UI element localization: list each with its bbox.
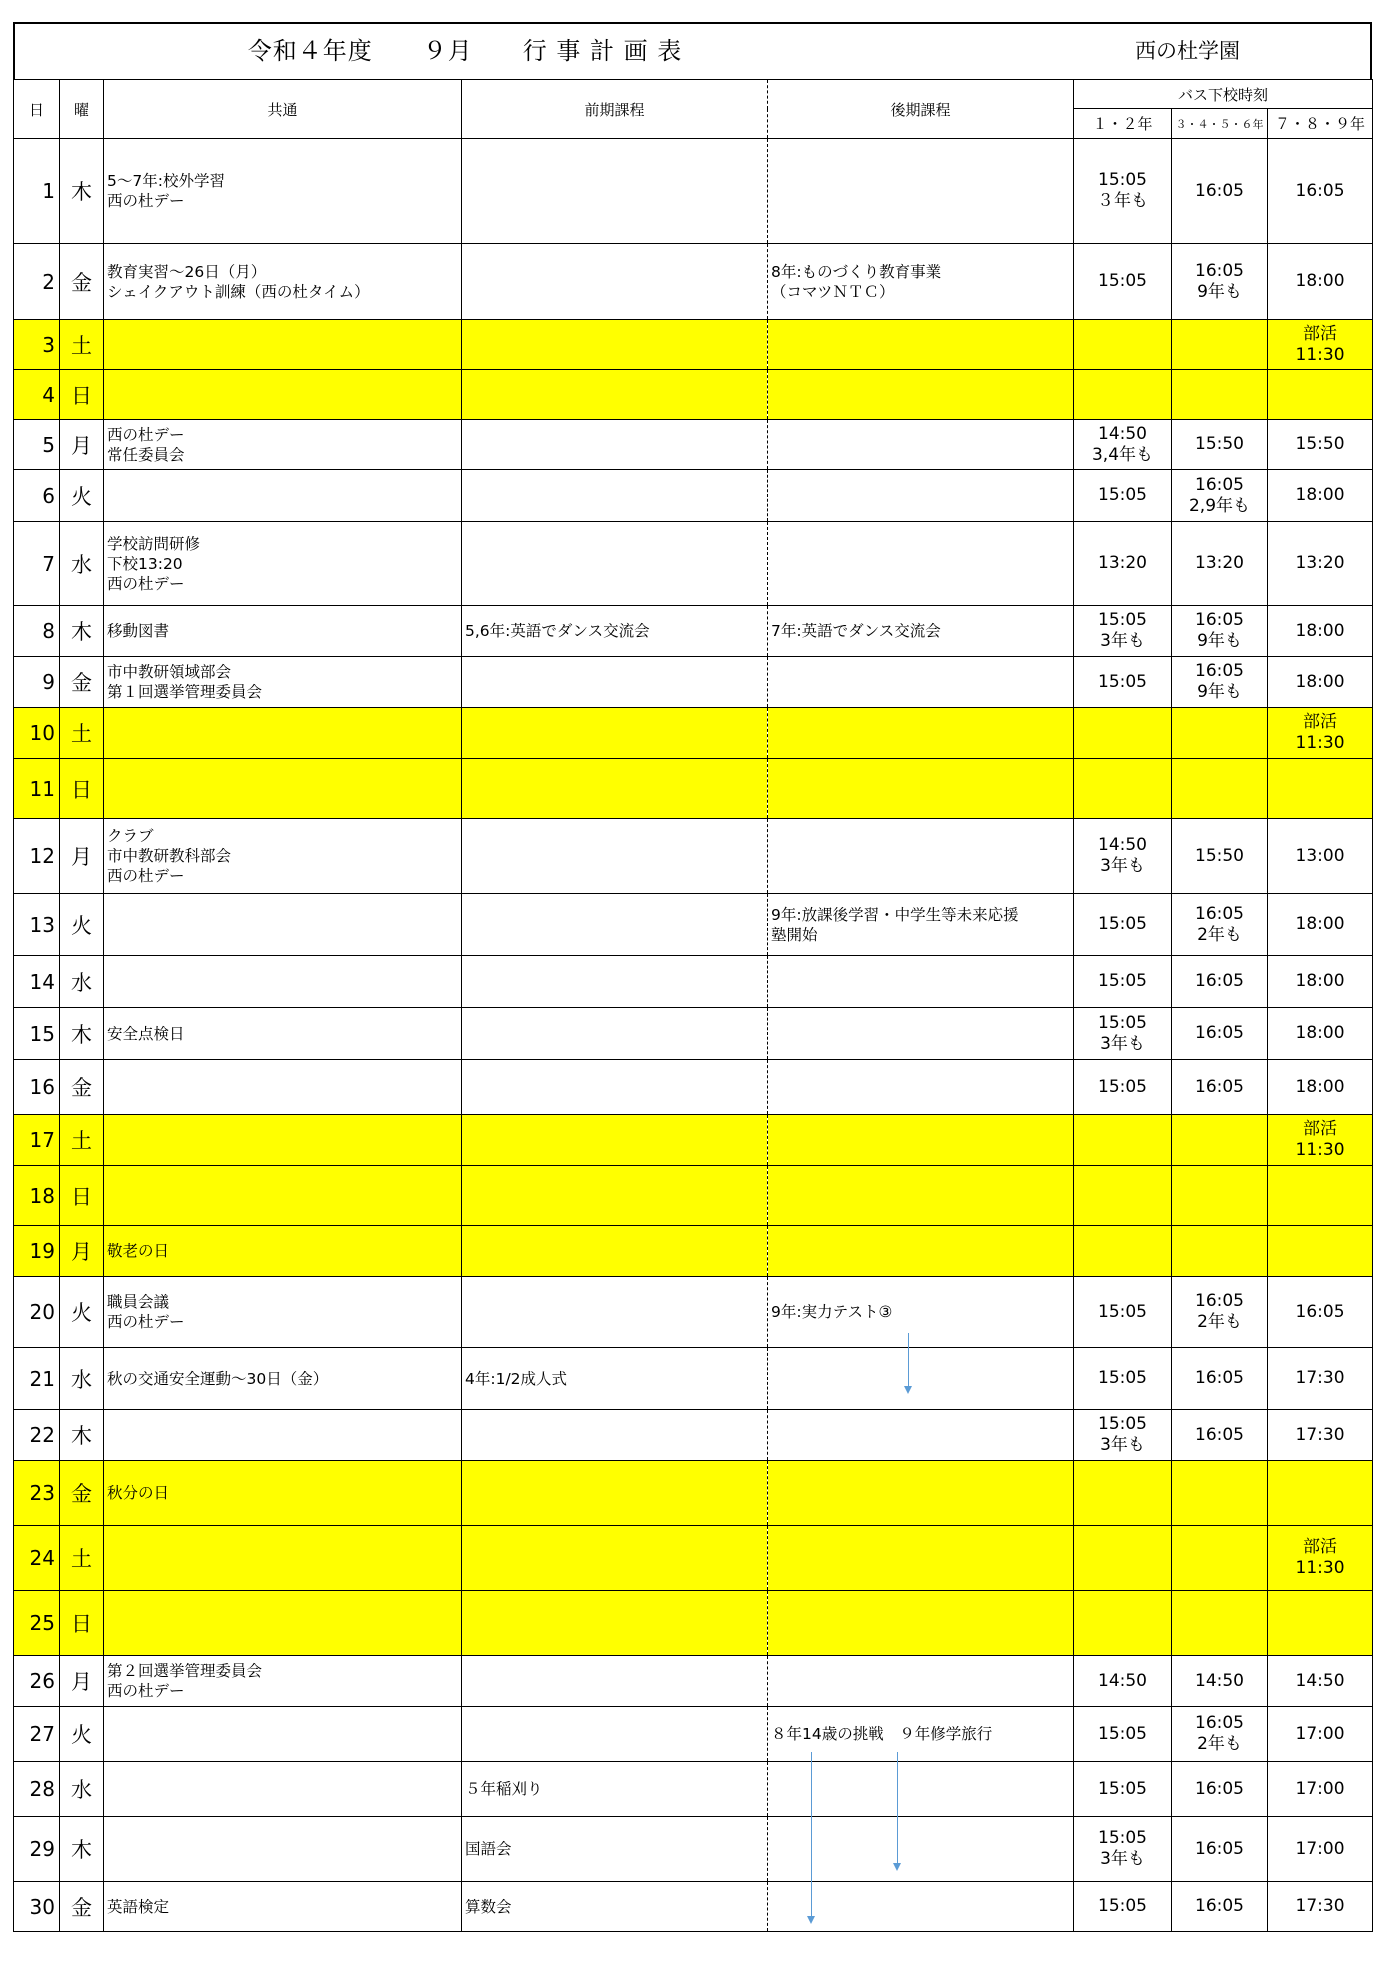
common-cell (104, 370, 462, 420)
arrow-exam (908, 1333, 909, 1386)
day-cell: 16 (14, 1060, 60, 1115)
bus-g789-cell: 部活 11:30 (1268, 1115, 1373, 1166)
common-cell: 第２回選挙管理委員会 西の杜デー (104, 1656, 462, 1707)
day-cell: 6 (14, 470, 60, 522)
late-cell (768, 1656, 1074, 1707)
day-cell: 11 (14, 759, 60, 819)
early-cell (462, 894, 768, 956)
bus-g789-cell: 13:20 (1268, 522, 1373, 606)
dow-cell: 金 (60, 1060, 104, 1115)
common-cell (104, 894, 462, 956)
bus-g789-cell: 部活 11:30 (1268, 320, 1373, 370)
bus-g789-cell (1268, 1166, 1373, 1226)
col-bus-g12: １・２年 (1074, 109, 1172, 139)
late-cell (768, 1461, 1074, 1526)
bus-g789-cell: 部活 11:30 (1268, 1526, 1373, 1591)
dow-cell: 木 (60, 1410, 104, 1461)
dow-cell: 水 (60, 1348, 104, 1410)
bus-g3456-cell: 16:05 (1172, 1008, 1268, 1060)
col-bus: バス下校時刻 (1074, 80, 1373, 109)
common-cell: 秋の交通安全運動～30日（金） (104, 1348, 462, 1410)
late-cell (768, 320, 1074, 370)
table-row (14, 470, 1373, 522)
dow-cell: 日 (60, 1166, 104, 1226)
day-cell: 2 (14, 244, 60, 320)
arrow-challenge (811, 1752, 812, 1916)
bus-g789-cell: 17:30 (1268, 1882, 1373, 1932)
common-cell: 敬老の日 (104, 1226, 462, 1277)
bus-g3456-cell: 16:05 (1172, 139, 1268, 244)
bus-g3456-cell (1172, 320, 1268, 370)
bus-g3456-cell (1172, 759, 1268, 819)
bus-g12-cell: 14:50 3,4年も (1074, 420, 1172, 470)
early-cell (462, 1166, 768, 1226)
title-bar (13, 22, 1372, 79)
dow-cell: 月 (60, 1226, 104, 1277)
bus-g12-cell: 15:05 (1074, 244, 1172, 320)
bus-g3456-cell (1172, 1526, 1268, 1591)
col-late: 後期課程 (768, 80, 1074, 139)
day-cell: 14 (14, 956, 60, 1008)
early-cell (462, 522, 768, 606)
bus-g12-cell: 15:05 (1074, 1882, 1172, 1932)
table-row (14, 1060, 1373, 1115)
table-row (14, 244, 1373, 320)
dow-cell: 土 (60, 320, 104, 370)
common-cell: 職員会議 西の杜デー (104, 1277, 462, 1348)
day-cell: 20 (14, 1277, 60, 1348)
day-cell: 22 (14, 1410, 60, 1461)
bus-g789-cell: 16:05 (1268, 1277, 1373, 1348)
common-cell (104, 470, 462, 522)
dow-cell: 月 (60, 819, 104, 894)
dow-cell: 金 (60, 1461, 104, 1526)
common-cell (104, 1410, 462, 1461)
bus-g3456-cell: 16:05 9年も (1172, 657, 1268, 708)
early-cell (462, 1591, 768, 1656)
bus-g12-cell (1074, 1591, 1172, 1656)
early-cell: 5,6年:英語でダンス交流会 (462, 606, 768, 657)
late-cell (768, 139, 1074, 244)
bus-g3456-cell: 14:50 (1172, 1656, 1268, 1707)
bus-g789-cell: 14:50 (1268, 1656, 1373, 1707)
common-cell (104, 1166, 462, 1226)
schedule-table (13, 79, 1373, 1932)
bus-g3456-cell: 16:05 (1172, 1882, 1268, 1932)
bus-g789-cell: 18:00 (1268, 244, 1373, 320)
late-cell (768, 759, 1074, 819)
early-cell: 算数会 (462, 1882, 768, 1932)
late-cell (768, 819, 1074, 894)
dow-cell: 水 (60, 522, 104, 606)
common-cell: 5～7年:校外学習 西の杜デー (104, 139, 462, 244)
common-cell (104, 759, 462, 819)
dow-cell: 火 (60, 1707, 104, 1762)
col-day: 日 (14, 80, 60, 139)
table-row (14, 1656, 1373, 1707)
table-row (14, 1348, 1373, 1410)
early-cell: ５年稲刈り (462, 1762, 768, 1817)
bus-g789-cell: 13:00 (1268, 819, 1373, 894)
day-cell: 15 (14, 1008, 60, 1060)
table-row (14, 420, 1373, 470)
bus-g3456-cell (1172, 1461, 1268, 1526)
bus-g12-cell (1074, 1115, 1172, 1166)
early-cell (462, 139, 768, 244)
bus-g12-cell: 15:05 3年も (1074, 1008, 1172, 1060)
early-cell (462, 708, 768, 759)
bus-g12-cell: 15:05 (1074, 1707, 1172, 1762)
dow-cell: 土 (60, 1115, 104, 1166)
bus-g789-cell (1268, 370, 1373, 420)
table-row (14, 819, 1373, 894)
early-cell (462, 1060, 768, 1115)
bus-g789-cell (1268, 759, 1373, 819)
col-bus-g3456: ３・４・５・６年 (1172, 109, 1268, 139)
early-cell (462, 1008, 768, 1060)
school-name: 西の杜学園 (1135, 39, 1240, 63)
table-row (14, 1410, 1373, 1461)
early-cell (462, 320, 768, 370)
common-cell (104, 1526, 462, 1591)
late-cell (768, 1060, 1074, 1115)
dow-cell: 土 (60, 1526, 104, 1591)
table-row (14, 708, 1373, 759)
day-cell: 17 (14, 1115, 60, 1166)
bus-g789-cell (1268, 1591, 1373, 1656)
bus-g789-cell: 17:00 (1268, 1762, 1373, 1817)
late-cell (768, 370, 1074, 420)
bus-g789-cell: 17:30 (1268, 1410, 1373, 1461)
bus-g3456-cell: 16:05 9年も (1172, 606, 1268, 657)
dow-cell: 日 (60, 370, 104, 420)
dow-cell: 日 (60, 759, 104, 819)
day-cell: 30 (14, 1882, 60, 1932)
day-cell: 5 (14, 420, 60, 470)
table-row (14, 1762, 1373, 1817)
late-cell (768, 1166, 1074, 1226)
early-cell (462, 1707, 768, 1762)
day-cell: 9 (14, 657, 60, 708)
table-row (14, 1707, 1373, 1762)
late-cell (768, 1226, 1074, 1277)
bus-g3456-cell: 16:05 (1172, 1410, 1268, 1461)
common-cell: 西の杜デー 常任委員会 (104, 420, 462, 470)
late-cell (768, 1410, 1074, 1461)
bus-g12-cell: 14:50 3年も (1074, 819, 1172, 894)
early-cell (462, 370, 768, 420)
early-cell (462, 244, 768, 320)
common-cell: 学校訪問研修 下校13:20 西の杜デー (104, 522, 462, 606)
bus-g3456-cell: 16:05 2年も (1172, 894, 1268, 956)
bus-g789-cell: 15:50 (1268, 420, 1373, 470)
bus-g789-cell (1268, 1226, 1373, 1277)
dow-cell: 月 (60, 420, 104, 470)
bus-g12-cell: 15:05 (1074, 1348, 1172, 1410)
day-cell: 4 (14, 370, 60, 420)
dow-cell: 火 (60, 894, 104, 956)
early-cell: 4年:1/2成人式 (462, 1348, 768, 1410)
table-row (14, 370, 1373, 420)
late-cell: 7年:英語でダンス交流会 (768, 606, 1074, 657)
bus-g12-cell: 15:05 3年も (1074, 1410, 1172, 1461)
bus-g12-cell (1074, 320, 1172, 370)
dow-cell: 木 (60, 139, 104, 244)
bus-g12-cell (1074, 1226, 1172, 1277)
bus-g12-cell: 15:05 (1074, 1277, 1172, 1348)
bus-g12-cell: 15:05 (1074, 894, 1172, 956)
common-cell (104, 708, 462, 759)
early-cell (462, 1115, 768, 1166)
day-cell: 28 (14, 1762, 60, 1817)
day-cell: 26 (14, 1656, 60, 1707)
early-cell (462, 420, 768, 470)
bus-g789-cell (1268, 1461, 1373, 1526)
dow-cell: 金 (60, 657, 104, 708)
bus-g3456-cell: 16:05 (1172, 1348, 1268, 1410)
col-common: 共通 (104, 80, 462, 139)
late-cell (768, 956, 1074, 1008)
late-cell: 8年:ものづくり教育事業 （コマツＮＴＣ） (768, 244, 1074, 320)
early-cell (462, 1461, 768, 1526)
day-cell: 8 (14, 606, 60, 657)
table-row (14, 1277, 1373, 1348)
day-cell: 27 (14, 1707, 60, 1762)
common-cell: 英語検定 (104, 1882, 462, 1932)
late-cell (768, 708, 1074, 759)
late-cell (768, 522, 1074, 606)
bus-g789-cell: 18:00 (1268, 606, 1373, 657)
dow-cell: 土 (60, 708, 104, 759)
bus-g12-cell: 15:05 ３年も (1074, 139, 1172, 244)
late-cell (768, 1762, 1074, 1817)
common-cell (104, 1115, 462, 1166)
late-cell (768, 1008, 1074, 1060)
table-row (14, 606, 1373, 657)
dow-cell: 金 (60, 1882, 104, 1932)
dow-cell: 月 (60, 1656, 104, 1707)
early-cell (462, 1277, 768, 1348)
common-cell: クラブ 市中教研教科部会 西の杜デー (104, 819, 462, 894)
table-row (14, 1882, 1373, 1932)
bus-g12-cell (1074, 370, 1172, 420)
bus-g3456-cell: 13:20 (1172, 522, 1268, 606)
bus-g12-cell: 15:05 (1074, 657, 1172, 708)
page-title: 令和４年度 ９月 行 事 計 画 表 (247, 37, 683, 65)
bus-g3456-cell: 15:50 (1172, 420, 1268, 470)
bus-g789-cell: 17:30 (1268, 1348, 1373, 1410)
day-cell: 3 (14, 320, 60, 370)
bus-g3456-cell (1172, 1166, 1268, 1226)
bus-g789-cell: 18:00 (1268, 1060, 1373, 1115)
bus-g12-cell (1074, 759, 1172, 819)
day-cell: 13 (14, 894, 60, 956)
common-cell: 移動図書 (104, 606, 462, 657)
day-cell: 12 (14, 819, 60, 894)
day-cell: 23 (14, 1461, 60, 1526)
late-cell (768, 1348, 1074, 1410)
table-row (14, 956, 1373, 1008)
common-cell (104, 1762, 462, 1817)
late-cell (768, 420, 1074, 470)
day-cell: 19 (14, 1226, 60, 1277)
common-cell: 安全点検日 (104, 1008, 462, 1060)
common-cell: 市中教研領域部会 第１回選挙管理委員会 (104, 657, 462, 708)
bus-g12-cell: 15:05 (1074, 1762, 1172, 1817)
bus-g3456-cell (1172, 1591, 1268, 1656)
dow-cell: 金 (60, 244, 104, 320)
bus-g789-cell: 18:00 (1268, 894, 1373, 956)
dow-cell: 木 (60, 1008, 104, 1060)
early-cell (462, 1226, 768, 1277)
common-cell: 秋分の日 (104, 1461, 462, 1526)
bus-g12-cell: 15:05 (1074, 470, 1172, 522)
bus-g12-cell: 15:05 3年も (1074, 606, 1172, 657)
day-cell: 1 (14, 139, 60, 244)
bus-g12-cell: 15:05 (1074, 956, 1172, 1008)
common-cell (104, 1817, 462, 1882)
bus-g12-cell (1074, 1166, 1172, 1226)
day-cell: 10 (14, 708, 60, 759)
late-cell: 9年:実力テスト③ (768, 1277, 1074, 1348)
common-cell (104, 1591, 462, 1656)
bus-g789-cell: 17:00 (1268, 1707, 1373, 1762)
table-row (14, 1008, 1373, 1060)
bus-g789-cell: 部活 11:30 (1268, 708, 1373, 759)
table-row (14, 139, 1373, 244)
early-cell (462, 657, 768, 708)
table-row (14, 894, 1373, 956)
bus-g3456-cell (1172, 370, 1268, 420)
bus-g12-cell: 15:05 3年も (1074, 1817, 1172, 1882)
bus-g789-cell: 18:00 (1268, 956, 1373, 1008)
day-cell: 18 (14, 1166, 60, 1226)
bus-g12-cell: 14:50 (1074, 1656, 1172, 1707)
bus-g3456-cell (1172, 1226, 1268, 1277)
early-cell (462, 956, 768, 1008)
day-cell: 21 (14, 1348, 60, 1410)
early-cell (462, 1410, 768, 1461)
common-cell (104, 956, 462, 1008)
arrow-trip (897, 1752, 898, 1863)
common-cell: 教育実習～26日（月） シェイクアウト訓練（西の杜タイム） (104, 244, 462, 320)
table-row (14, 320, 1373, 370)
bus-g3456-cell: 16:05 (1172, 1817, 1268, 1882)
table-row (14, 1166, 1373, 1226)
table-row (14, 1461, 1373, 1526)
table-row (14, 1817, 1373, 1882)
bus-g3456-cell: 16:05 2,9年も (1172, 470, 1268, 522)
bus-g12-cell: 13:20 (1074, 522, 1172, 606)
early-cell (462, 470, 768, 522)
bus-g3456-cell: 16:05 2年も (1172, 1707, 1268, 1762)
bus-g3456-cell: 15:50 (1172, 819, 1268, 894)
table-row (14, 1526, 1373, 1591)
col-early: 前期課程 (462, 80, 768, 139)
table-row (14, 1226, 1373, 1277)
dow-cell: 火 (60, 1277, 104, 1348)
dow-cell: 水 (60, 1762, 104, 1817)
bus-g12-cell: 15:05 (1074, 1060, 1172, 1115)
early-cell (462, 819, 768, 894)
late-cell (768, 1882, 1074, 1932)
late-cell (768, 1526, 1074, 1591)
bus-g789-cell: 18:00 (1268, 470, 1373, 522)
early-cell (462, 1526, 768, 1591)
bus-g3456-cell (1172, 1115, 1268, 1166)
dow-cell: 木 (60, 1817, 104, 1882)
early-cell (462, 759, 768, 819)
schedule-sheet (13, 22, 1372, 1932)
day-cell: 29 (14, 1817, 60, 1882)
col-dow: 曜 (60, 80, 104, 139)
late-cell (768, 1115, 1074, 1166)
early-cell (462, 1656, 768, 1707)
bus-g3456-cell: 16:05 (1172, 1060, 1268, 1115)
dow-cell: 木 (60, 606, 104, 657)
late-cell (768, 657, 1074, 708)
bus-g3456-cell: 16:05 2年も (1172, 1277, 1268, 1348)
dow-cell: 日 (60, 1591, 104, 1656)
bus-g3456-cell: 16:05 9年も (1172, 244, 1268, 320)
bus-g3456-cell: 16:05 (1172, 956, 1268, 1008)
early-cell: 国語会 (462, 1817, 768, 1882)
col-bus-g789: ７・８・９年 (1268, 109, 1373, 139)
late-cell (768, 1817, 1074, 1882)
dow-cell: 火 (60, 470, 104, 522)
common-cell (104, 1060, 462, 1115)
day-cell: 24 (14, 1526, 60, 1591)
table-row (14, 759, 1373, 819)
late-cell (768, 1591, 1074, 1656)
table-row (14, 522, 1373, 606)
bus-g789-cell: 18:00 (1268, 657, 1373, 708)
table-row (14, 1591, 1373, 1656)
bus-g12-cell (1074, 1526, 1172, 1591)
table-row (14, 1115, 1373, 1166)
bus-g3456-cell (1172, 708, 1268, 759)
common-cell (104, 1707, 462, 1762)
day-cell: 7 (14, 522, 60, 606)
bus-g12-cell (1074, 1461, 1172, 1526)
bus-g12-cell (1074, 708, 1172, 759)
late-cell: 9年:放課後学習・中学生等未来応援 塾開始 (768, 894, 1074, 956)
late-cell: ８年14歳の挑戦 ９年修学旅行 (768, 1707, 1074, 1762)
late-cell (768, 470, 1074, 522)
common-cell (104, 320, 462, 370)
bus-g789-cell: 18:00 (1268, 1008, 1373, 1060)
table-row (14, 657, 1373, 708)
bus-g789-cell: 16:05 (1268, 139, 1373, 244)
bus-g789-cell: 17:00 (1268, 1817, 1373, 1882)
dow-cell: 水 (60, 956, 104, 1008)
bus-g3456-cell: 16:05 (1172, 1762, 1268, 1817)
day-cell: 25 (14, 1591, 60, 1656)
